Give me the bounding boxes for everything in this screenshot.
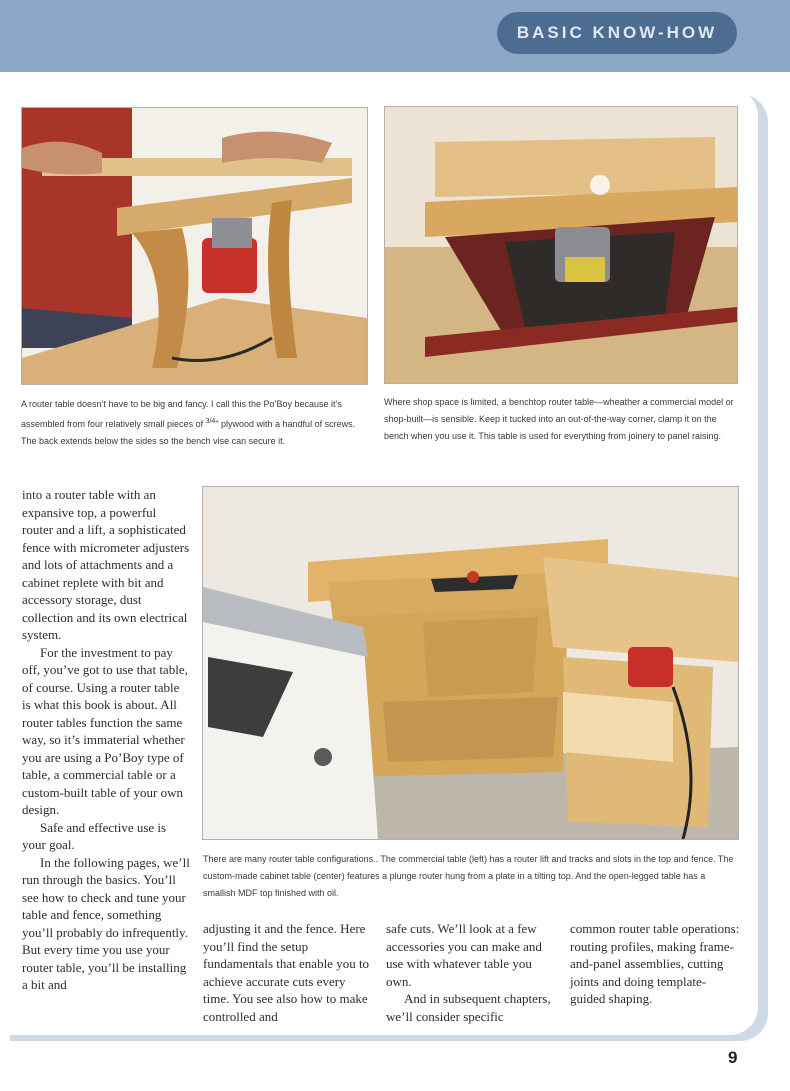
photo-poboy-router-table — [21, 107, 368, 385]
paragraph: In the following pages, we’ll run through the basics. You’ll see how to check and tune your table and fence, something you’ll probably do infrequently. But every time you use your router table, you’ll be installing a bit and — [22, 854, 190, 992]
figure-2-caption: Where shop space is limited, a benchtop router table—wheather a commercial model or shop-built—is sensible. Keep it tucked into an out-of-the-way corner, clamp it on the bench when you use it. This table is used for everything from joinery to panel raising. — [384, 397, 734, 441]
paragraph: adjusting it and the fence. Here you’ll find the setup fundamentals that enable you to achieve accurate cuts every time. You see also how to make controlled and — [203, 921, 370, 1024]
page-number: 9 — [728, 1048, 738, 1067]
figure-1-caption: A router table doesn’t have to be big and fancy. I call this the Po’Boy because it’s assembled from four relatively small pieces of $^{3/4}$" plywood with a handful of screws. The back extends below the sides so the bench vise can secure it. — [21, 399, 356, 446]
body-column-1 — [22, 486, 190, 994]
section-title: BASIC KNOW-HOW — [497, 12, 737, 54]
photo-benchtop-router-table — [384, 106, 738, 384]
paragraph: Safe and effective use is your goal. — [22, 819, 167, 852]
body-column-3 — [386, 920, 554, 1025]
paragraph: common router table operations: routing profiles, making frame-and-panel assemblies, cutting joints and doing template-guided shaping. — [570, 921, 740, 1006]
paragraph: safe cuts. We’ll look at a few accessories you can make and use with whatever table you own. — [386, 921, 542, 989]
body-column-4 — [570, 920, 740, 1008]
figure-3-caption: There are many router table configurations.. The commercial table (left) has a router lift and tracks and slots in the top and fence. The custom-made cabinet table (center) features a plunge router hung from a plate in a tilting top. And the open-legged table has a smallish MDF top finished with oil. — [203, 854, 734, 898]
paragraph: And in subsequent chapters, we’ll consider specific — [386, 991, 551, 1024]
body-column-2 — [203, 920, 371, 1025]
photo-router-table-configurations — [202, 486, 739, 840]
paragraph: into a router table with an expansive top, a powerful router and a lift, a sophisticated fence with micrometer adjusters and lots of attachments and a cabinet replete with bit and accessory storage, dust collection and its own electrical system. — [22, 487, 190, 642]
paragraph: For the investment to pay off, you’ve got to use that table, of course. Using a router table is what this book is about. All router tables function the same way, so it’s immaterial whether you are using a Po’Boy type of table, a commercial table or a custom-built table of your own design. — [22, 644, 188, 817]
header-band — [0, 0, 790, 72]
